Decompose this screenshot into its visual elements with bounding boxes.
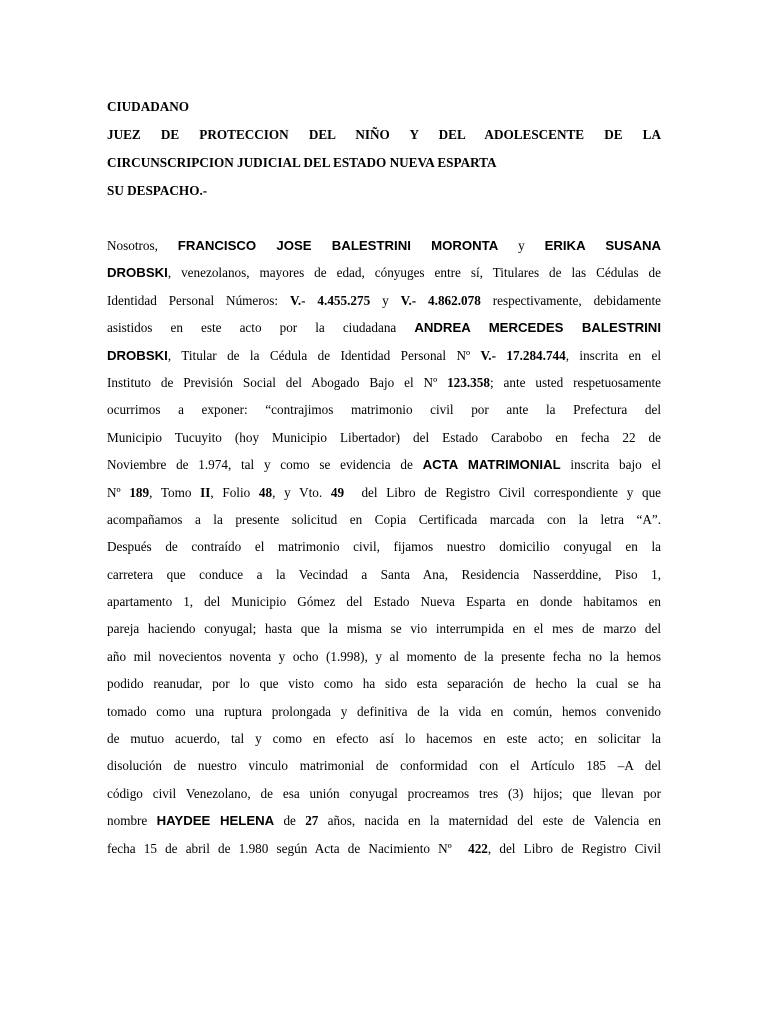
paragraph-line bbox=[107, 702, 661, 729]
text-segment: Nosotros, bbox=[107, 238, 178, 253]
text-segment: podido reanudar, por lo que visto como ha sido esta separación de hecho la cual se ha bbox=[107, 676, 661, 692]
bold-text: 48 bbox=[258, 484, 273, 500]
bold-text: 27 bbox=[305, 813, 319, 829]
paragraph-line bbox=[107, 400, 661, 427]
document-header bbox=[107, 97, 661, 209]
text-segment: Identidad Personal Números: bbox=[107, 292, 290, 308]
text-segment: Nº bbox=[107, 484, 130, 500]
text-segment: de mutuo acuerdo, tal y como en efecto así lo hacemos en este acto; en solicitar la bbox=[107, 731, 661, 747]
bold-text: 189 bbox=[129, 484, 150, 500]
text-segment: ocurrimos a exponer: “contrajimos matrimonio civil por ante la Prefectura del bbox=[107, 402, 661, 418]
text-segment: fecha 15 de abril de 1.980 según Acta de Nacimiento Nº bbox=[107, 840, 469, 856]
text-segment: , Tomo bbox=[149, 484, 201, 500]
bold-text: FRANCISCO JOSE BALESTRINI MORONTA bbox=[177, 238, 499, 253]
text-segment: disolución de nuestro vinculo matrimonial de conformidad con el Artículo 185 –A del bbox=[107, 758, 661, 774]
bold-text: 123.358 bbox=[447, 374, 490, 390]
bold-text: DROBSKI bbox=[107, 265, 168, 281]
paragraph-line bbox=[107, 756, 661, 783]
paragraph-line bbox=[107, 565, 661, 592]
paragraph-line bbox=[107, 236, 661, 263]
text-segment: , del Libro de Registro Civil bbox=[487, 840, 661, 856]
document-body bbox=[107, 236, 661, 866]
text-segment: Municipio Tucuyito (hoy Municipio Libertador) del Estado Carabobo en fecha 22 de bbox=[107, 429, 661, 445]
header-jurisdiction: CIRCUNSCRIPCION JUDICIAL DEL ESTADO NUEVA ESPARTA bbox=[107, 155, 497, 170]
text-segment: asistidos en este acto por la ciudadana bbox=[107, 320, 415, 336]
header-court-title: JUEZ DE PROTECCION DEL NIÑO Y DEL ADOLESCENTE DE LA bbox=[107, 127, 661, 142]
text-segment: Noviembre de 1.974, tal y como se evidencia de bbox=[107, 457, 423, 473]
text-segment: Instituto de Previsión Social del Abogado Bajo el Nº bbox=[107, 374, 448, 390]
paragraph-line bbox=[107, 318, 661, 345]
bold-text: II bbox=[200, 484, 211, 500]
text-segment: tomado como una ruptura prolongada y definitiva de la vida en común, hemos convenido bbox=[107, 703, 661, 719]
text-segment: apartamento 1, del Municipio Gómez del Estado Nueva Esparta en donde habitamos en bbox=[107, 594, 661, 610]
bold-text: 422 bbox=[468, 840, 488, 856]
bold-text: ACTA MATRIMONIAL bbox=[422, 457, 561, 473]
bold-text: V.- 4.455.275 bbox=[290, 292, 371, 308]
text-segment: código civil Venezolano, de esa unión conyugal procreamos tres (3) hijos; que llevan por bbox=[107, 785, 661, 801]
paragraph-line bbox=[107, 428, 661, 455]
text-segment: de bbox=[274, 813, 306, 829]
paragraph-line bbox=[107, 729, 661, 756]
text-segment: , inscrita en el bbox=[565, 347, 662, 363]
paragraph-line bbox=[107, 346, 661, 373]
paragraph-line bbox=[107, 619, 661, 646]
text-segment: acompañamos a la presente solicitud en Copia Certificada marcada con la letra “A”. bbox=[107, 511, 661, 527]
header-addressee: CIUDADANO bbox=[107, 99, 190, 114]
text-segment: respectivamente, debidamente bbox=[480, 292, 661, 308]
header-office: SU DESPACHO.- bbox=[107, 183, 208, 198]
text-segment: y bbox=[370, 292, 401, 308]
paragraph-line bbox=[107, 455, 661, 482]
paragraph-line bbox=[107, 510, 661, 537]
text-segment: ; ante usted respetuosamente bbox=[489, 374, 661, 390]
paragraph-line bbox=[107, 483, 661, 510]
paragraph-line bbox=[107, 839, 661, 866]
text-segment: pareja haciendo conyugal; hasta que la misma se vio interrumpida en el mes de marzo del bbox=[107, 621, 661, 637]
paragraph-line bbox=[107, 811, 661, 838]
paragraph-line bbox=[107, 674, 661, 701]
paragraph-line bbox=[107, 291, 661, 318]
text-segment: del Libro de Registro Civil correspondiente y que bbox=[344, 484, 662, 500]
text-segment: carretera que conduce a la Vecindad a Santa Ana, Residencia Nasserddine, Piso 1, bbox=[107, 566, 661, 582]
paragraph-line bbox=[107, 537, 661, 564]
text-segment: , Folio bbox=[210, 484, 259, 500]
text-segment: año mil novecientos noventa y ocho (1.998), y al momento de la presente fecha no la hemos bbox=[107, 648, 661, 664]
bold-text: HAYDEE HELENA bbox=[156, 813, 275, 829]
text-segment: años, nacida en la maternidad del este de Valencia en bbox=[318, 813, 661, 829]
text-segment: inscrita bajo el bbox=[560, 457, 661, 473]
bold-text: ERIKA SUSANA bbox=[544, 238, 662, 253]
bold-text: 49 bbox=[330, 484, 345, 500]
text-segment: , y Vto. bbox=[272, 484, 331, 500]
paragraph-line bbox=[107, 784, 661, 811]
text-segment: Después de contraído el matrimonio civil, fijamos nuestro domicilio conyugal en la bbox=[107, 539, 661, 555]
bold-text: DROBSKI bbox=[107, 347, 168, 363]
bold-text: ANDREA MERCEDES BALESTRINI bbox=[414, 320, 661, 336]
paragraph-line bbox=[107, 373, 661, 400]
paragraph-line bbox=[107, 263, 661, 290]
text-segment: , Titular de la Cédula de Identidad Personal Nº bbox=[167, 347, 481, 363]
text-segment: nombre bbox=[107, 813, 157, 829]
text-segment: , venezolanos, mayores de edad, cónyuges entre sí, Titulares de las Cédulas de bbox=[167, 265, 661, 281]
text-segment: y bbox=[498, 238, 545, 253]
paragraph-line bbox=[107, 647, 661, 674]
paragraph-line bbox=[107, 592, 661, 619]
bold-text: V.- 17.284.744 bbox=[480, 347, 566, 363]
bold-text: V.- 4.862.078 bbox=[400, 292, 481, 308]
